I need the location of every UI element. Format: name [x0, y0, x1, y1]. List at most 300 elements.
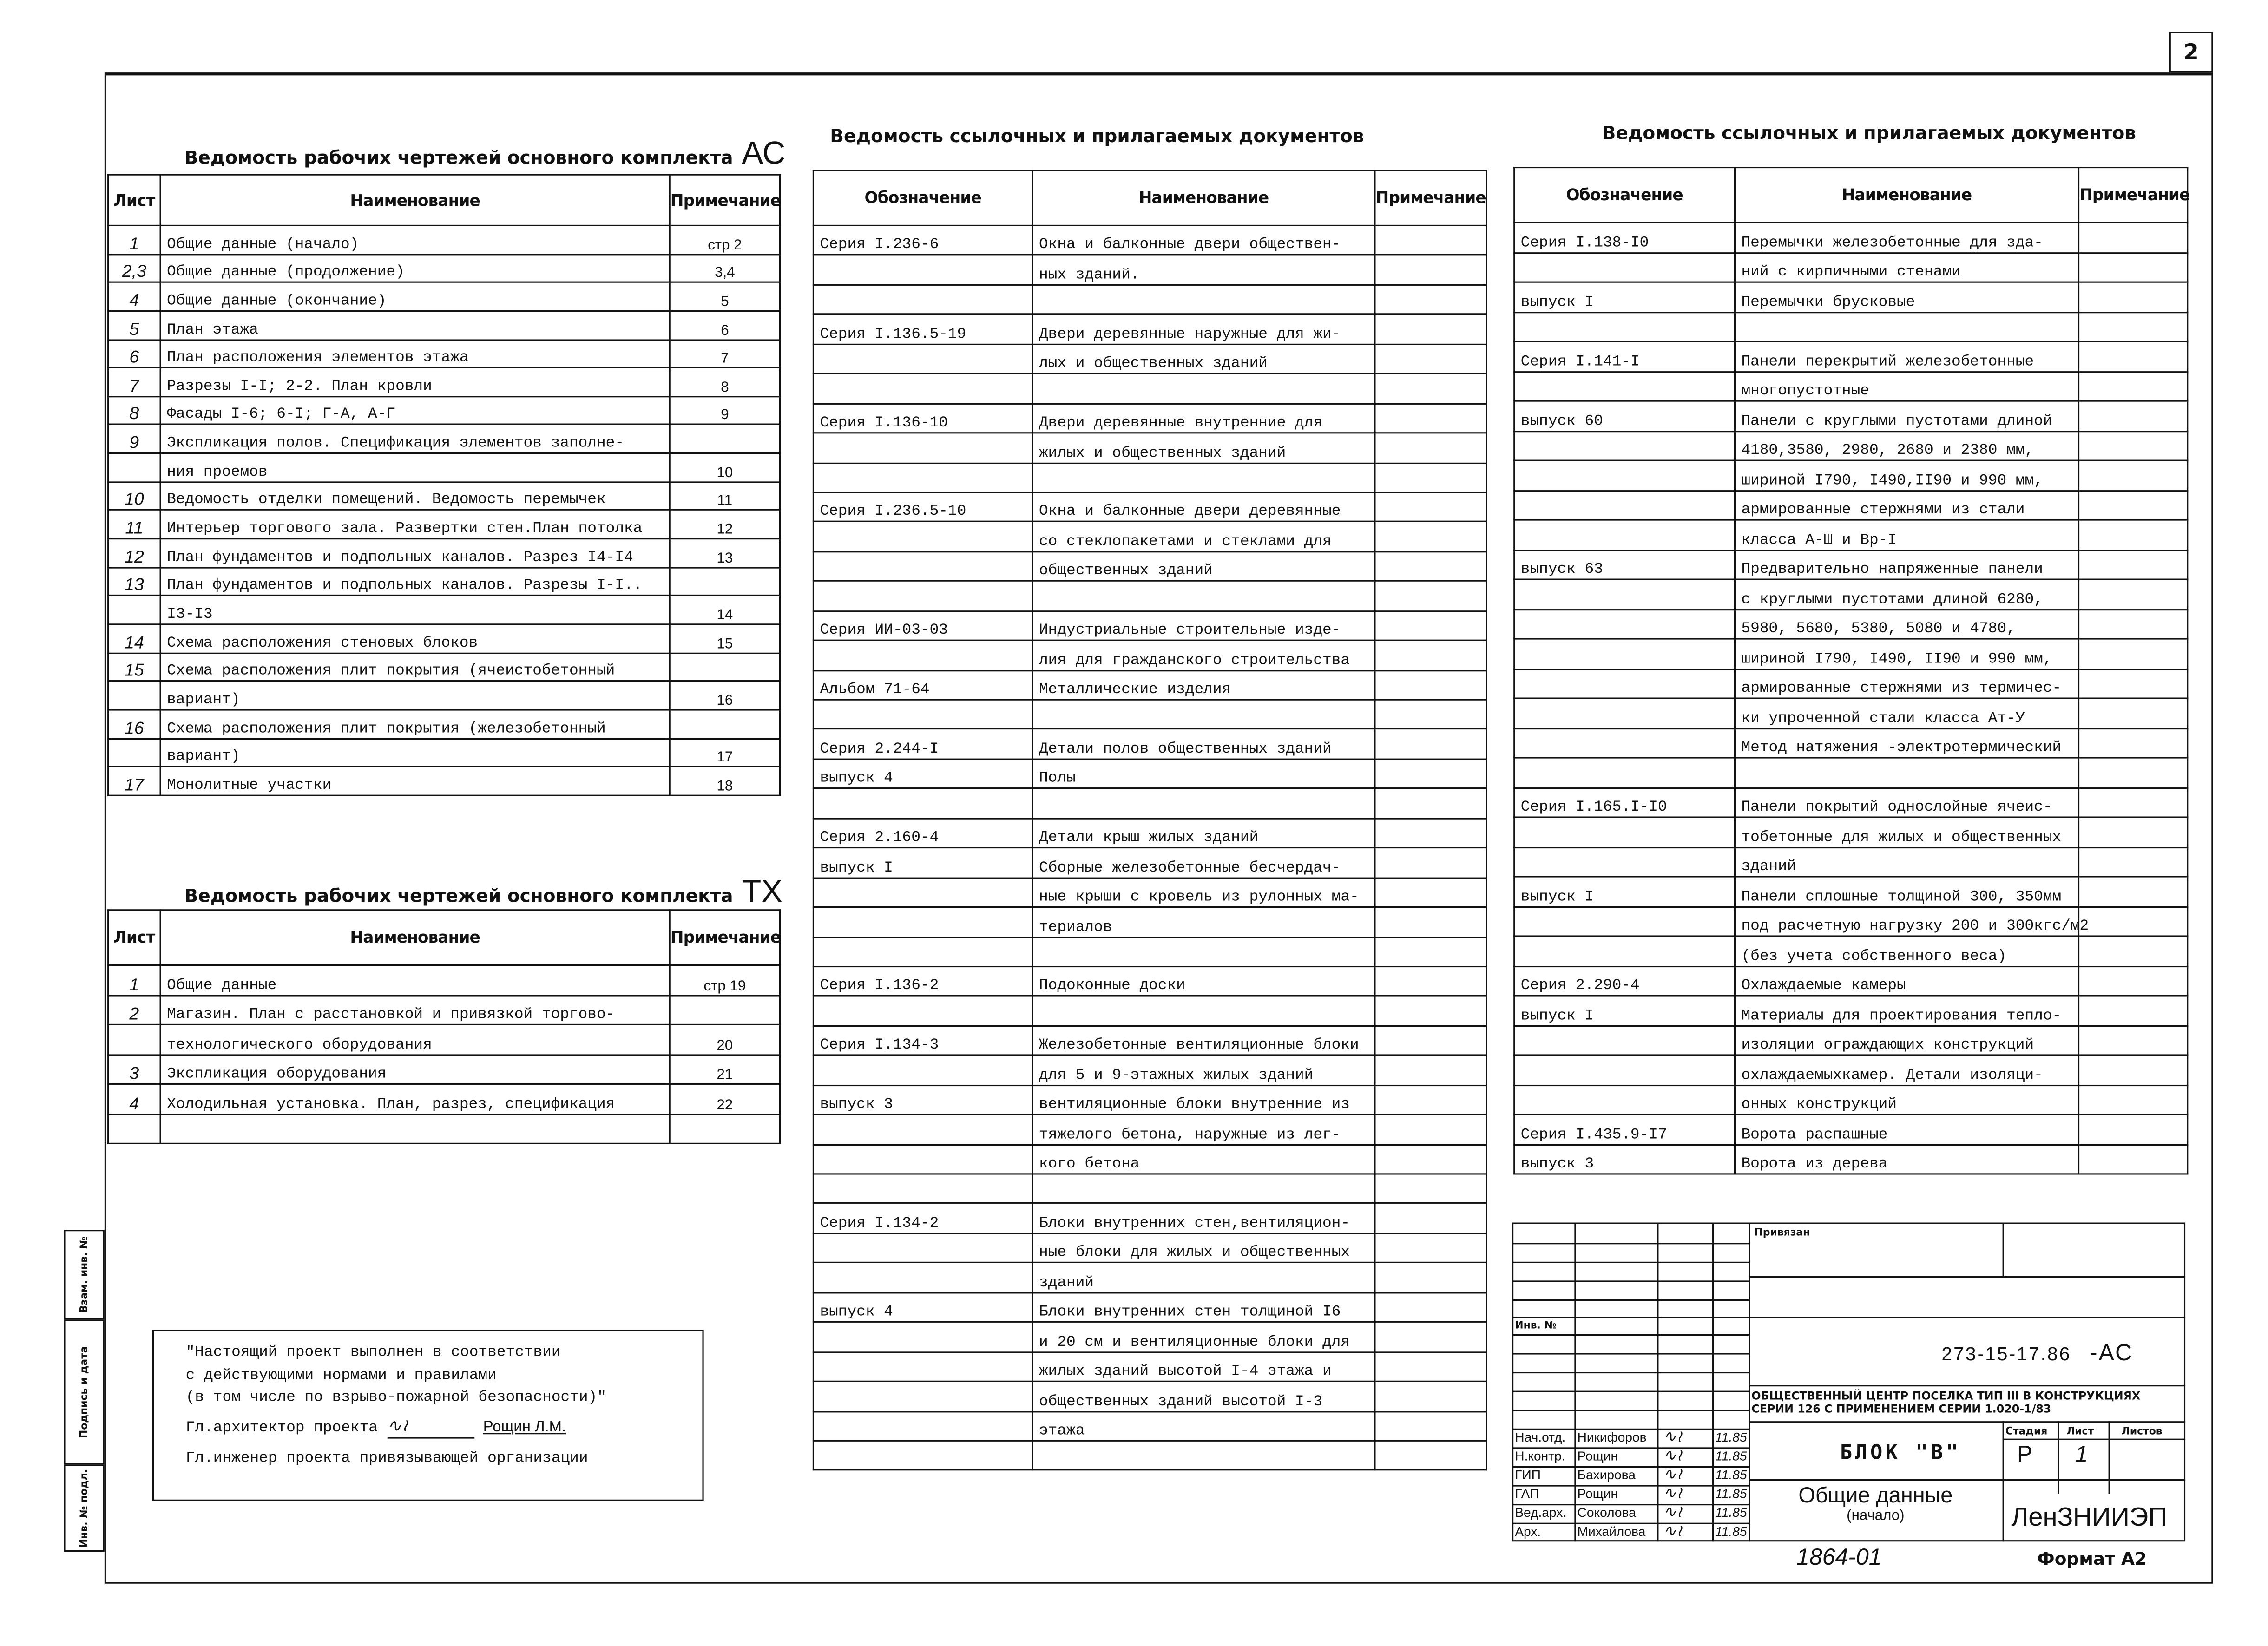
note-cell: [1375, 611, 1486, 641]
table-row: [813, 1056, 1486, 1085]
note-cell: [1375, 818, 1486, 848]
table-ac: [107, 174, 779, 796]
table-row: [813, 670, 1486, 700]
designation-cell: выпуск I: [1514, 996, 1735, 1025]
page-note-cell: стр 2: [670, 225, 780, 254]
name-cell: Перемычки железобетонные для зда-: [1735, 223, 2078, 252]
designation-cell: [813, 1056, 1032, 1085]
name-cell: шириной I790, I490, II90 и 990 мм,: [1735, 639, 2078, 669]
designation-cell: Серия I.165.I-I0: [1514, 787, 1735, 817]
table-row: [1514, 1144, 2188, 1174]
designation-cell: [1514, 669, 1735, 698]
signature-date: 11.85: [1715, 1468, 1747, 1482]
note-cell: [2079, 579, 2188, 609]
note-cell: [2079, 1115, 2188, 1144]
table-row: [813, 1144, 1486, 1174]
name-cell: Охлаждаемые камеры: [1735, 966, 2078, 996]
designation-cell: Серия I.134-3: [813, 1026, 1032, 1056]
name-cell: [1735, 758, 2078, 787]
page-note-cell: 12: [670, 511, 780, 539]
note-cell: [2079, 847, 2188, 877]
organization-name: ЛенЗНИИЭП: [2011, 1502, 2167, 1532]
table-row: [108, 511, 780, 539]
sheet-number-cell: 8: [108, 396, 160, 425]
document-code-number: 273-15-17.86: [1941, 1343, 2071, 1365]
sheet-number-cell: 10: [108, 482, 160, 510]
table-row: [108, 482, 780, 510]
table-row: [1514, 1115, 2188, 1144]
designation-cell: [1514, 639, 1735, 669]
page-note-cell: 10: [670, 453, 780, 482]
sheet-number-cell: 3: [108, 1054, 160, 1084]
table-row: [813, 344, 1486, 374]
designation-cell: [1514, 431, 1735, 460]
note-cell: [1375, 996, 1486, 1026]
designation-cell: [1514, 728, 1735, 758]
name-cell: Схема расположения стеновых блоков: [160, 624, 670, 653]
page-note-cell: 14: [670, 596, 780, 624]
sheet-number-cell: [108, 453, 160, 482]
inv-label: Инв. №: [1515, 1319, 1557, 1331]
sheet-title: [1749, 1485, 2003, 1524]
name-cell: Детали полов общественных зданий: [1032, 729, 1375, 759]
name-cell: Блоки внутренних стен,вентиляцион-: [1032, 1204, 1375, 1233]
note-cell: [2079, 996, 2188, 1025]
designation-cell: Серия I.435.9-I7: [1514, 1115, 1735, 1144]
sheet-number-cell: 7: [108, 368, 160, 396]
note-cell: [1375, 403, 1486, 433]
note-cell: [2079, 371, 2188, 401]
sheet-number-cell: 1: [108, 225, 160, 254]
designation-cell: [1514, 936, 1735, 966]
name-cell: Магазин. План с расстановкой и привязкой торгово-: [160, 995, 670, 1024]
designation-cell: [813, 641, 1032, 670]
name-cell: Железобетонные вентиляционные блоки: [1032, 1026, 1375, 1056]
table-row: [813, 848, 1486, 878]
name-cell: 4180,3580, 2980, 2680 и 2380 мм,: [1735, 431, 2078, 460]
note-cell: [1375, 700, 1486, 729]
table-row: [813, 759, 1486, 789]
sheet-number-cell: [108, 596, 160, 624]
signature-role: Вед.арх.: [1515, 1505, 1567, 1520]
table-row: [813, 463, 1486, 492]
table-row: [813, 315, 1486, 344]
column-header: Наименование: [1735, 168, 2078, 223]
sheet-number-cell: 12: [108, 539, 160, 567]
page-note-cell: 17: [670, 738, 780, 767]
name-cell: Полы: [1032, 759, 1375, 789]
note-cell: [2079, 787, 2188, 817]
designation-cell: выпуск 3: [1514, 1144, 1735, 1174]
handwritten-signature-icon: ∿≀: [1663, 1466, 1683, 1484]
name-cell: и 20 см и вентиляционные блоки для: [1032, 1322, 1375, 1352]
sheet-number-cell: 16: [108, 710, 160, 738]
designation-cell: [1514, 312, 1735, 341]
name-cell: ных зданий.: [1032, 255, 1375, 285]
table-row: [108, 340, 780, 368]
name-cell: Схема расположения плит покрытия (железобетонный: [160, 710, 670, 738]
designation-cell: [813, 878, 1032, 907]
designation-cell: [813, 1352, 1032, 1382]
sheet-subtitle: (начало): [1847, 1508, 1905, 1524]
signature-date: 11.85: [1715, 1449, 1747, 1463]
table-row: [813, 1352, 1486, 1382]
column-header: Наименование: [160, 175, 670, 225]
page-note-cell: 13: [670, 539, 780, 567]
page-note-cell: [670, 653, 780, 681]
table-row: [1514, 877, 2188, 906]
note-cell: [1375, 463, 1486, 492]
table-row: [1514, 431, 2188, 460]
table_ac-grid: [107, 174, 781, 796]
table_ref1-grid: [813, 170, 1487, 1471]
table-row: [1514, 460, 2188, 490]
note-cell: [2079, 936, 2188, 966]
note-cell: [1375, 225, 1486, 255]
table-row: [108, 311, 780, 339]
sheet-number-cell: 13: [108, 567, 160, 596]
note-cell: [1375, 374, 1486, 403]
designation-cell: [813, 1382, 1032, 1411]
page-note-cell: стр 19: [670, 965, 780, 995]
table-row: [813, 641, 1486, 670]
table-row: [813, 1204, 1486, 1233]
name-cell: Разрезы I-I; 2-2. План кровли: [160, 368, 670, 396]
table-row: [1514, 609, 2188, 639]
note-cell: [2079, 639, 2188, 669]
note-cell: [2079, 282, 2188, 312]
table-row: [108, 453, 780, 482]
table-row: [108, 624, 780, 653]
name-cell: I3-I3: [160, 596, 670, 624]
table-row: [1514, 936, 2188, 966]
page-note-cell: [670, 710, 780, 738]
table-ref1-title: Ведомость ссылочных и прилагаемых документов: [830, 125, 1364, 147]
note-cell: [2079, 758, 2188, 787]
page-note-cell: 6: [670, 311, 780, 339]
name-cell: шириной I790, I490,II90 и 990 мм,: [1735, 460, 2078, 490]
name-cell: лых и общественных зданий: [1032, 344, 1375, 374]
note-cell: [2079, 817, 2188, 847]
name-cell: для 5 и 9-этажных жилых зданий: [1032, 1056, 1375, 1085]
page-note-cell: [670, 425, 780, 453]
name-cell: Окна и балконные двери обществен-: [1032, 225, 1375, 255]
name-cell: этажа: [1032, 1411, 1375, 1441]
table-row: [813, 433, 1486, 463]
page-note-cell: 22: [670, 1084, 780, 1114]
designation-cell: [813, 522, 1032, 551]
designation-cell: [1514, 1055, 1735, 1085]
name-cell: [1032, 285, 1375, 315]
sheet-number-cell: 9: [108, 425, 160, 453]
note-cell: [1375, 641, 1486, 670]
table-row: [813, 1233, 1486, 1263]
engineer-label: Гл.инженер проекта привязывающей организации: [185, 1450, 588, 1468]
name-cell: жилых зданий высотой I-4 этажа и: [1032, 1352, 1375, 1382]
note-cell: [2079, 252, 2188, 282]
designation-cell: Серия I.236-6: [813, 225, 1032, 255]
designation-cell: [813, 255, 1032, 285]
designation-cell: Серия ИИ-03-03: [813, 611, 1032, 641]
table-row: [813, 522, 1486, 551]
name-cell: Общие данные: [160, 965, 670, 995]
note-cell: [1375, 522, 1486, 551]
table-header-row: [813, 171, 1486, 226]
sheet-number-cell: 1: [108, 965, 160, 995]
name-cell: вариант): [160, 681, 670, 709]
note-cell: [1375, 1263, 1486, 1292]
name-cell: Материалы для проектирования тепло-: [1735, 996, 2078, 1025]
designation-cell: [813, 907, 1032, 937]
page-note-cell: 9: [670, 396, 780, 425]
name-cell: [1032, 463, 1375, 492]
note-cell: [1375, 670, 1486, 700]
designation-cell: [813, 1441, 1032, 1470]
name-cell: общественных зданий: [1032, 551, 1375, 581]
name-cell: [160, 1114, 670, 1143]
designation-cell: [813, 374, 1032, 403]
designation-cell: Серия I.138-I0: [1514, 223, 1735, 252]
column-header: Лист: [108, 175, 160, 225]
name-cell: тяжелого бетона, наружные из лег-: [1032, 1115, 1375, 1144]
table-row: [1514, 639, 2188, 669]
name-cell: с круглыми пустотами длиной 6280,: [1735, 579, 2078, 609]
designation-cell: [813, 937, 1032, 967]
handwritten-signature-icon: ∿≀: [1663, 1485, 1683, 1502]
note-cell: [1375, 1352, 1486, 1382]
note-cell: [1375, 315, 1486, 344]
handwritten-signature-icon: ∿≀: [1663, 1447, 1683, 1465]
designation-cell: [813, 433, 1032, 463]
name-cell: Детали крыш жилых зданий: [1032, 818, 1375, 848]
name-cell: [1032, 700, 1375, 729]
designation-cell: Серия I.134-2: [813, 1204, 1032, 1233]
table-row: [108, 681, 780, 709]
designation-cell: [1514, 371, 1735, 401]
handwritten-signature-icon: ∿≀: [1663, 1522, 1683, 1541]
signature-date: 11.85: [1715, 1430, 1747, 1445]
name-cell: лия для гражданского строительства: [1032, 641, 1375, 670]
designation-cell: выпуск 60: [1514, 401, 1735, 431]
note-cell: [2079, 669, 2188, 698]
table-row: [108, 567, 780, 596]
table-row: [108, 1114, 780, 1143]
name-cell: зданий: [1735, 847, 2078, 877]
designation-cell: [1514, 252, 1735, 282]
page-note-cell: [670, 1114, 780, 1143]
table-row: [1514, 223, 2188, 252]
designation-cell: Альбом 71-64: [813, 670, 1032, 700]
signature-date: 11.85: [1715, 1486, 1747, 1501]
note-cell: [2079, 698, 2188, 728]
designation-cell: Серия I.136-10: [813, 403, 1032, 433]
stamp-inv-orig: [64, 1465, 104, 1552]
page-note-cell: 20: [670, 1024, 780, 1054]
table-row: [813, 1174, 1486, 1204]
designation-cell: [813, 1411, 1032, 1441]
table-header-row: [108, 175, 780, 225]
table-row: [813, 878, 1486, 907]
note-cell: [1375, 759, 1486, 789]
designation-cell: [1514, 579, 1735, 609]
note-cell: [1375, 1382, 1486, 1411]
note-cell: [2079, 1085, 2188, 1115]
name-cell: План фундаментов и подпольных каналов. Разрезы I-I..: [160, 567, 670, 596]
name-cell: План расположения элементов этажа: [160, 340, 670, 368]
table-row: [1514, 490, 2188, 520]
note-cell: [1375, 878, 1486, 907]
project-description-line-2: СЕРИИ 126 С ПРИМЕНЕНИЕМ СЕРИИ 1.020-1/83: [1751, 1402, 2051, 1416]
page-note-cell: 7: [670, 340, 780, 368]
designation-cell: [813, 1115, 1032, 1144]
table-row: [813, 818, 1486, 848]
name-cell: Предварительно напряженные панели: [1735, 550, 2078, 579]
table-row: [1514, 371, 2188, 401]
table-row: [1514, 252, 2188, 282]
name-cell: класса А-Ш и Вр-I: [1735, 520, 2078, 550]
signature-date: 11.85: [1715, 1505, 1747, 1520]
table-row: [1514, 698, 2188, 728]
name-cell: вариант): [160, 738, 670, 767]
designation-cell: выпуск 4: [813, 759, 1032, 789]
table-ac-title-suffix: АС: [742, 135, 786, 171]
page-note-cell: 21: [670, 1054, 780, 1084]
stamp-sign-date-label: Подпись и дата: [78, 1346, 90, 1438]
name-cell: Перемычки брусковые: [1735, 282, 2078, 312]
designation-cell: [1514, 609, 1735, 639]
table-ref2: [1513, 167, 2190, 1175]
table-row: [1514, 966, 2188, 996]
handwritten-signature-icon: ∿≀: [1663, 1504, 1683, 1521]
sheet-number-cell: 2,3: [108, 254, 160, 282]
table-row: [813, 551, 1486, 581]
name-cell: [1032, 581, 1375, 611]
table-row: [813, 700, 1486, 729]
sheet-number-cell: 5: [108, 311, 160, 339]
note-cell: [2079, 341, 2188, 371]
table-row: [108, 596, 780, 624]
table-row: [1514, 758, 2188, 787]
signature-role: Н.контр.: [1515, 1449, 1565, 1463]
sheet-number-cell: [108, 738, 160, 767]
table-row: [813, 1411, 1486, 1441]
name-cell: кого бетона: [1032, 1144, 1375, 1174]
name-cell: Монолитные участки: [160, 767, 670, 795]
table-row: [813, 492, 1486, 522]
table-row: [813, 1441, 1486, 1470]
table-row: [1514, 996, 2188, 1025]
name-cell: Двери деревянные внутренние для: [1032, 403, 1375, 433]
note-cell: [1375, 255, 1486, 285]
name-cell: зданий: [1032, 1263, 1375, 1292]
designation-cell: выпуск 63: [1514, 550, 1735, 579]
name-cell: Общие данные (начало): [160, 225, 670, 254]
signature-name: Рощин: [1577, 1449, 1618, 1463]
sheet-number-cell: 14: [108, 624, 160, 653]
designation-cell: Серия 2.160-4: [813, 818, 1032, 848]
note-cell: [2079, 223, 2188, 252]
note-cell: [1375, 1115, 1486, 1144]
table-row: [813, 996, 1486, 1026]
table-header-row: [108, 910, 780, 965]
name-cell: со стеклопакетами и стеклами для: [1032, 522, 1375, 551]
table-row: [108, 767, 780, 795]
stage-value: Р: [2017, 1443, 2033, 1468]
designation-cell: выпуск 4: [813, 1292, 1032, 1322]
table-ref1: [813, 170, 1486, 1471]
table-row: [813, 907, 1486, 937]
designation-cell: Серия I.136-2: [813, 966, 1032, 996]
stamp-replace-inv: [64, 1230, 104, 1320]
table-tx-title: [184, 873, 783, 911]
note-cell: [1375, 937, 1486, 967]
table-row: [1514, 1055, 2188, 1085]
table-row: [108, 1084, 780, 1114]
name-cell: Фасады I-6; 6-I; Г-А, А-Г: [160, 396, 670, 425]
column-header: Обозначение: [813, 171, 1032, 226]
name-cell: Окна и балконные двери деревянные: [1032, 492, 1375, 522]
designation-cell: [813, 551, 1032, 581]
sheet-label: Лист: [2066, 1425, 2094, 1437]
designation-cell: [813, 1233, 1032, 1263]
name-cell: Схема расположения плит покрытия (ячеистобетонный: [160, 653, 670, 681]
note-cell: [1375, 1144, 1486, 1174]
table-row: [108, 1054, 780, 1084]
note-cell: [1375, 729, 1486, 759]
table-row: [108, 425, 780, 453]
note-cell: [2079, 609, 2188, 639]
note-cell: [1375, 1056, 1486, 1085]
table-row: [813, 285, 1486, 315]
table-ref2-title: Ведомость ссылочных и прилагаемых документов: [1602, 122, 2137, 144]
sheet-number-cell: [108, 1024, 160, 1054]
designation-cell: [1514, 906, 1735, 936]
table-row: [1514, 847, 2188, 877]
sheet-title-text: Общие данные: [1798, 1483, 1953, 1508]
note-cell: [1375, 492, 1486, 522]
table-row: [1514, 787, 2188, 817]
name-cell: многопустотные: [1735, 371, 2078, 401]
designation-cell: [813, 1144, 1032, 1174]
name-cell: технологического оборудования: [160, 1024, 670, 1054]
signature-role: ГИП: [1515, 1468, 1541, 1482]
note-cell: [1375, 848, 1486, 878]
table-ac-title-text: Ведомость рабочих чертежей основного комплекта: [184, 146, 733, 169]
page-note-cell: [670, 995, 780, 1024]
document-code: [1941, 1341, 2133, 1367]
table-row: [813, 374, 1486, 403]
name-cell: [1032, 937, 1375, 967]
name-cell: ния проемов: [160, 453, 670, 482]
page-note-cell: 3,4: [670, 254, 780, 282]
name-cell: Интерьер торгового зала. Развертки стен.План потолка: [160, 511, 670, 539]
name-cell: ные крыши с кровель из рулонных ма-: [1032, 878, 1375, 907]
table-row: [108, 539, 780, 567]
designation-cell: выпуск I: [813, 848, 1032, 878]
note-cell: [2079, 1144, 2188, 1174]
table-ac-title: [184, 135, 786, 172]
signature-name: Михайлова: [1577, 1524, 1646, 1539]
column-header: Примечание: [1375, 171, 1486, 226]
table-row: [813, 225, 1486, 255]
note-cell: [1375, 1026, 1486, 1056]
note-cell: [2079, 728, 2188, 758]
name-cell: Экспликация оборудования: [160, 1054, 670, 1084]
note-cell: [1375, 1085, 1486, 1115]
table-row: [108, 1024, 780, 1054]
sheet-number-cell: 6: [108, 340, 160, 368]
designation-cell: выпуск I: [1514, 282, 1735, 312]
